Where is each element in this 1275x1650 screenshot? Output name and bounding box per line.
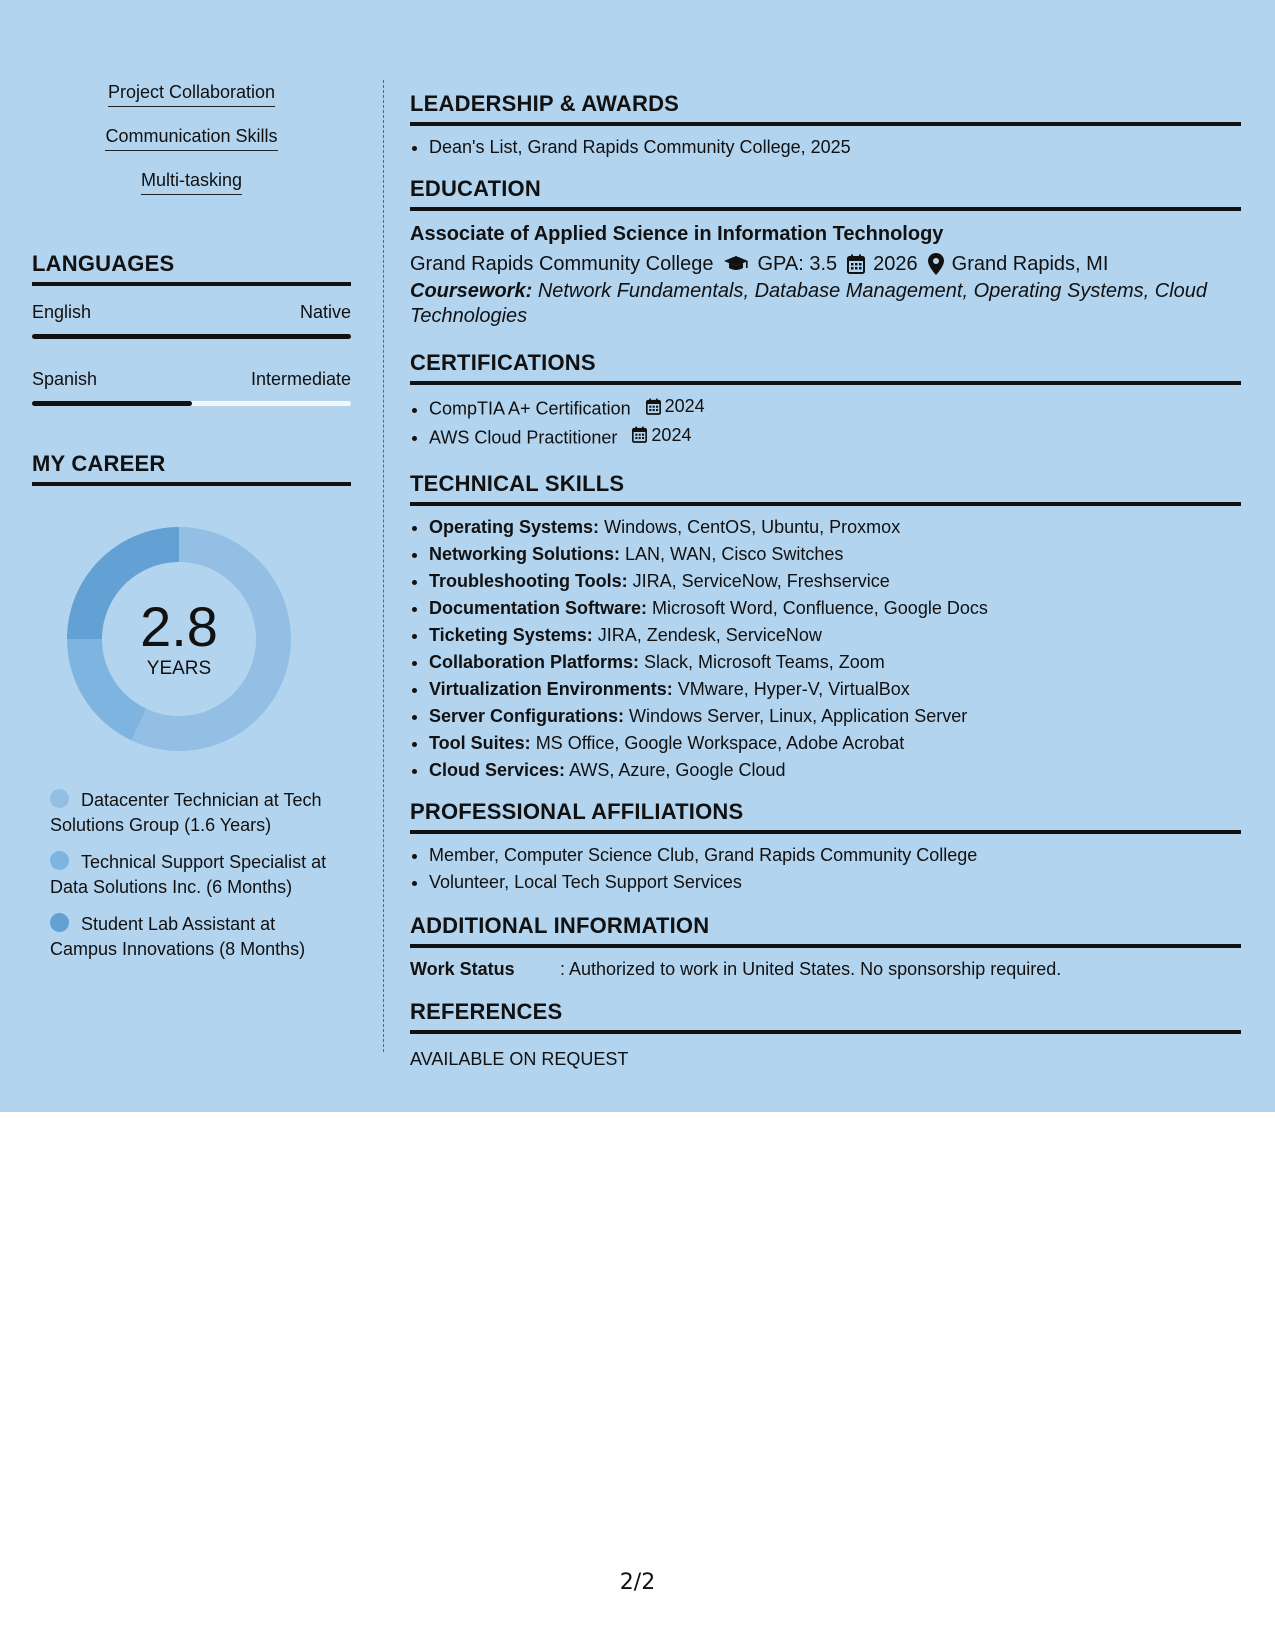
career-legend [32, 788, 351, 962]
column-divider [383, 80, 384, 1052]
page-number: 2/2 [619, 1570, 656, 1595]
list-item: • Member, Computer Science Club, Grand Rapids Community College [429, 842, 1241, 869]
technical-skill-item [429, 514, 1241, 541]
education-gpa: GPA: 3.5 [757, 253, 838, 275]
right-column [410, 90, 1241, 1086]
coursework-label: Coursework: [410, 280, 533, 302]
list-item: • Volunteer, Local Tech Support Services [429, 869, 1241, 896]
technical-skill-label: Networking Solutions: [429, 544, 620, 564]
list-item [429, 422, 1241, 451]
affiliations-heading: PROFESSIONAL AFFILIATIONS [410, 798, 1241, 834]
list-item: • Dean's List, Grand Rapids Community College, 2025 [429, 134, 1241, 161]
additional-info-heading: ADDITIONAL INFORMATION [410, 912, 1241, 948]
education-details [410, 249, 1241, 279]
language-name: English [32, 302, 92, 322]
education-degree: Associate of Applied Science in Information Technology [410, 223, 944, 245]
language-proficiency-fill [32, 401, 192, 406]
location-pin-icon [928, 253, 944, 275]
technical-skill-value: Slack, Microsoft Teams, Zoom [644, 652, 885, 672]
list-item [429, 393, 1241, 422]
career-legend-text: Technical Support Specialist at Data Solutions Inc. (6 Months) [50, 852, 327, 897]
career-heading: MY CAREER [32, 450, 351, 486]
certifications-heading: CERTIFICATIONS [410, 349, 1241, 385]
career-legend-text: Datacenter Technician at Tech Solutions Group (1.6 Years) [50, 790, 322, 835]
calendar-icon [646, 398, 661, 415]
technical-skill-value: AWS, Azure, Google Cloud [569, 760, 786, 780]
technical-skill-value: JIRA, ServiceNow, Freshservice [632, 571, 890, 591]
technical-skill-label: Operating Systems: [429, 517, 600, 537]
skill-tag: Project Collaboration [108, 80, 275, 107]
leadership-heading: LEADERSHIP & AWARDS [410, 90, 1241, 126]
certifications-section [410, 349, 1241, 450]
technical-skill-value: Windows, CentOS, Ubuntu, Proxmox [604, 517, 901, 537]
technical-skill-label: Cloud Services: [429, 760, 566, 780]
certification-year: 2024 [651, 424, 692, 445]
technical-skill-item [429, 595, 1241, 622]
technical-skill-value: Microsoft Word, Confluence, Google Docs [652, 598, 988, 618]
technical-skills-section [410, 470, 1241, 784]
technical-skill-label: Collaboration Platforms: [429, 652, 640, 672]
career-legend-item [50, 912, 340, 962]
career-section [32, 450, 351, 962]
technical-skill-label: Tool Suites: [429, 733, 531, 753]
technical-skill-label: Virtualization Environments: [429, 679, 673, 699]
skill-tags [32, 80, 351, 212]
language-proficiency-bar [32, 401, 351, 406]
skill-tag: Multi-tasking [141, 168, 242, 195]
legend-dot-icon [50, 789, 69, 808]
references-heading: REFERENCES [410, 998, 1241, 1034]
career-total-value: 2.8 [140, 595, 218, 658]
technical-skill-label: Ticketing Systems: [429, 625, 593, 645]
language-item-spanish [32, 367, 351, 406]
technical-skill-label: Troubleshooting Tools: [429, 571, 628, 591]
affiliations-section [410, 798, 1241, 896]
technical-skill-item [429, 703, 1241, 730]
technical-skill-value: MS Office, Google Workspace, Adobe Acrobat [535, 733, 905, 753]
language-proficiency-bar [32, 334, 351, 339]
left-column [32, 80, 351, 974]
career-donut-chart [64, 524, 294, 754]
technical-skill-item [429, 649, 1241, 676]
career-total-unit: YEARS [146, 658, 212, 679]
education-section [410, 175, 1241, 329]
career-legend-text: Student Lab Assistant at Campus Innovations (8 Months) [50, 914, 306, 959]
legend-dot-icon [50, 913, 69, 932]
calendar-icon [632, 426, 647, 443]
education-school: Grand Rapids Community College [410, 253, 714, 275]
references-section [410, 998, 1241, 1072]
education-year: 2026 [873, 253, 918, 275]
technical-skill-value: Windows Server, Linux, Application Server [629, 706, 968, 726]
language-level: Intermediate [250, 369, 351, 389]
graduation-cap-icon [723, 255, 749, 273]
technical-skills-heading: TECHNICAL SKILLS [410, 470, 1241, 506]
education-heading: EDUCATION [410, 175, 1241, 211]
language-name: Spanish [32, 369, 98, 389]
work-status-label: Work Status [410, 959, 515, 979]
technical-skill-item [429, 757, 1241, 784]
career-legend-item [50, 788, 340, 838]
technical-skill-item [429, 676, 1241, 703]
coursework-text: Network Fundamentals, Database Management, Operating Systems, Cloud Technologies [410, 280, 1208, 327]
certification-name: AWS Cloud Practitioner [429, 427, 618, 447]
education-coursework [410, 279, 1241, 329]
technical-skill-value: VMware, Hyper-V, VirtualBox [677, 679, 910, 699]
legend-dot-icon [50, 851, 69, 870]
languages-section [32, 250, 351, 406]
technical-skill-item [429, 730, 1241, 757]
language-level: Native [299, 302, 351, 322]
calendar-icon [847, 254, 865, 274]
technical-skill-value: JIRA, Zendesk, ServiceNow [597, 625, 822, 645]
technical-skill-item [429, 622, 1241, 649]
leadership-section [410, 90, 1241, 161]
education-location: Grand Rapids, MI [951, 253, 1109, 275]
certification-name: CompTIA A+ Certification [429, 398, 631, 419]
technical-skill-item [429, 541, 1241, 568]
work-status-value: : Authorized to work in United States. No sponsorship required. [560, 959, 1062, 979]
certification-date [632, 422, 691, 448]
language-proficiency-fill [32, 334, 351, 339]
technical-skill-value: LAN, WAN, Cisco Switches [625, 544, 844, 564]
skill-tag: Communication Skills [105, 124, 277, 151]
references-text: AVAILABLE ON REQUEST [410, 1049, 629, 1069]
certification-year: 2024 [664, 396, 705, 416]
languages-heading: LANGUAGES [32, 250, 351, 286]
additional-info-section [410, 912, 1241, 982]
certification-date [646, 393, 705, 419]
technical-skill-item [429, 568, 1241, 595]
career-legend-item [50, 850, 340, 900]
technical-skill-label: Documentation Software: [429, 598, 648, 618]
technical-skill-label: Server Configurations: [429, 706, 625, 726]
language-item-english [32, 300, 351, 339]
